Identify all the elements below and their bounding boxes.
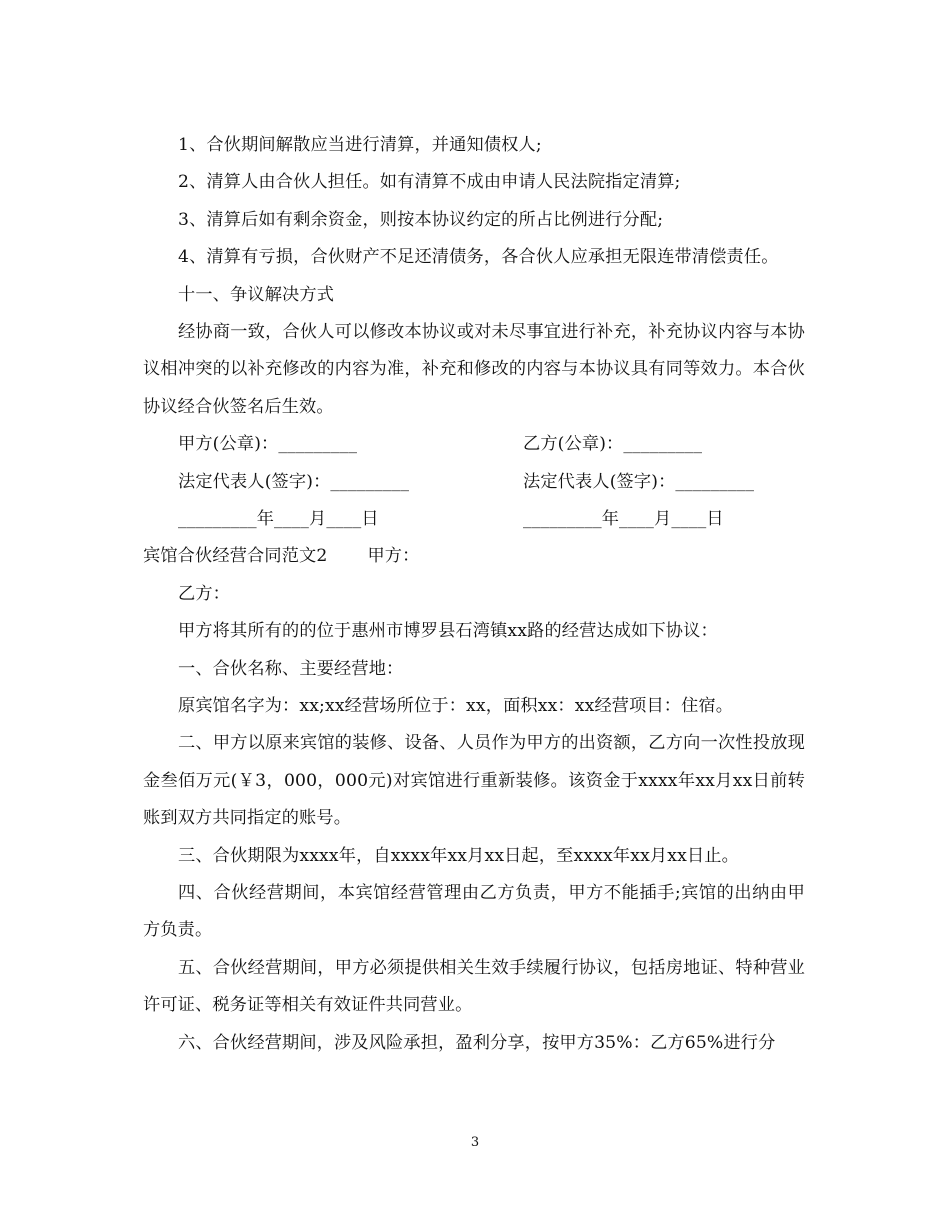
clause-line-2: 2、清算人由合伙人担任。如有清算不成由申请人民法院指定清算;	[178, 172, 681, 193]
party-b-representative-field: 法定代表人(签字)：_________	[523, 471, 755, 492]
party-b-date-field: _________年____月____日	[523, 509, 724, 530]
clause-term: 三、合伙期限为xxxx年，自xxxx年xx月xx日起，至xxxx年xx月xx日止。	[178, 845, 739, 866]
clause-line-3: 3、清算后如有剩余资金，则按本协议约定的所占比例进行分配;	[178, 209, 664, 230]
party-b-seal-field: 乙方(公章)：_________	[523, 434, 703, 455]
clause-management: 四、合伙经营期间，本宾馆经营管理由乙方负责，甲方不能插手;宾馆的出纳由甲方负责。	[143, 883, 805, 941]
party-a-seal-field: 甲方(公章)：_________	[178, 434, 358, 455]
clause-line-1: 1、合伙期间解散应当进行清算，并通知债权人;	[178, 135, 542, 155]
party-a-representative-field: 法定代表人(签字)：_________	[178, 471, 410, 492]
clause-documents: 五、合伙经营期间，甲方必须提供相关生效手续履行协议，包括房地证、特种营业许可证、税务证等相关有效证件共同营业。	[143, 957, 805, 1016]
second-party-b-label: 乙方：	[178, 583, 231, 604]
signature-row-seal	[143, 426, 805, 463]
section-heading-dispute: 十一、争议解决方式	[178, 284, 335, 305]
party-a-date-field: _________年____月____日	[178, 509, 379, 530]
clause-partnership-name: 一、合伙名称、主要经营地：	[178, 658, 404, 679]
signature-row-date	[143, 501, 805, 538]
second-contract-heading-line	[143, 538, 805, 575]
dispute-resolution-paragraph: 经协商一致，合伙人可以修改本协议或对未尽事宜进行补充，补充协议内容与本协议相冲突的以补充修改的内容为准，补充和修改的内容与本协议具有同等效力。本合伙协议经合伙签名后生效。	[143, 322, 805, 417]
clause-capital-contribution: 二、甲方以原来宾馆的装修、设备、人员作为甲方的出资额，乙方向一次性投放现金叁佰万元(￥3，000，000元)对宾馆进行重新装修。该资金于xxxx年xx月xx日前转账到双方共同指定的账号。	[143, 733, 805, 829]
clause-line-4: 4、清算有亏损，合伙财产不足还清债务，各合伙人应承担无限连带清偿责任。	[178, 247, 779, 268]
page-number: 3	[470, 1135, 480, 1150]
signature-row-representative	[143, 464, 805, 501]
clause-hotel-details: 原宾馆名字为：xx;xx经营场所位于：xx，面积xx：xx经营项目：住宿。	[178, 696, 734, 717]
second-contract-title: 宾馆合伙经营合同范文2	[143, 546, 328, 567]
clause-profit-sharing: 六、合伙经营期间，涉及风险承担，盈利分享，按甲方35%：乙方65%进行分	[178, 1032, 776, 1053]
agreement-intro: 甲方将其所有的的位于惠州市博罗县石湾镇xx路的经营达成如下协议：	[178, 621, 718, 642]
document-body	[143, 127, 805, 1062]
second-party-a-label: 甲方：	[367, 546, 420, 567]
